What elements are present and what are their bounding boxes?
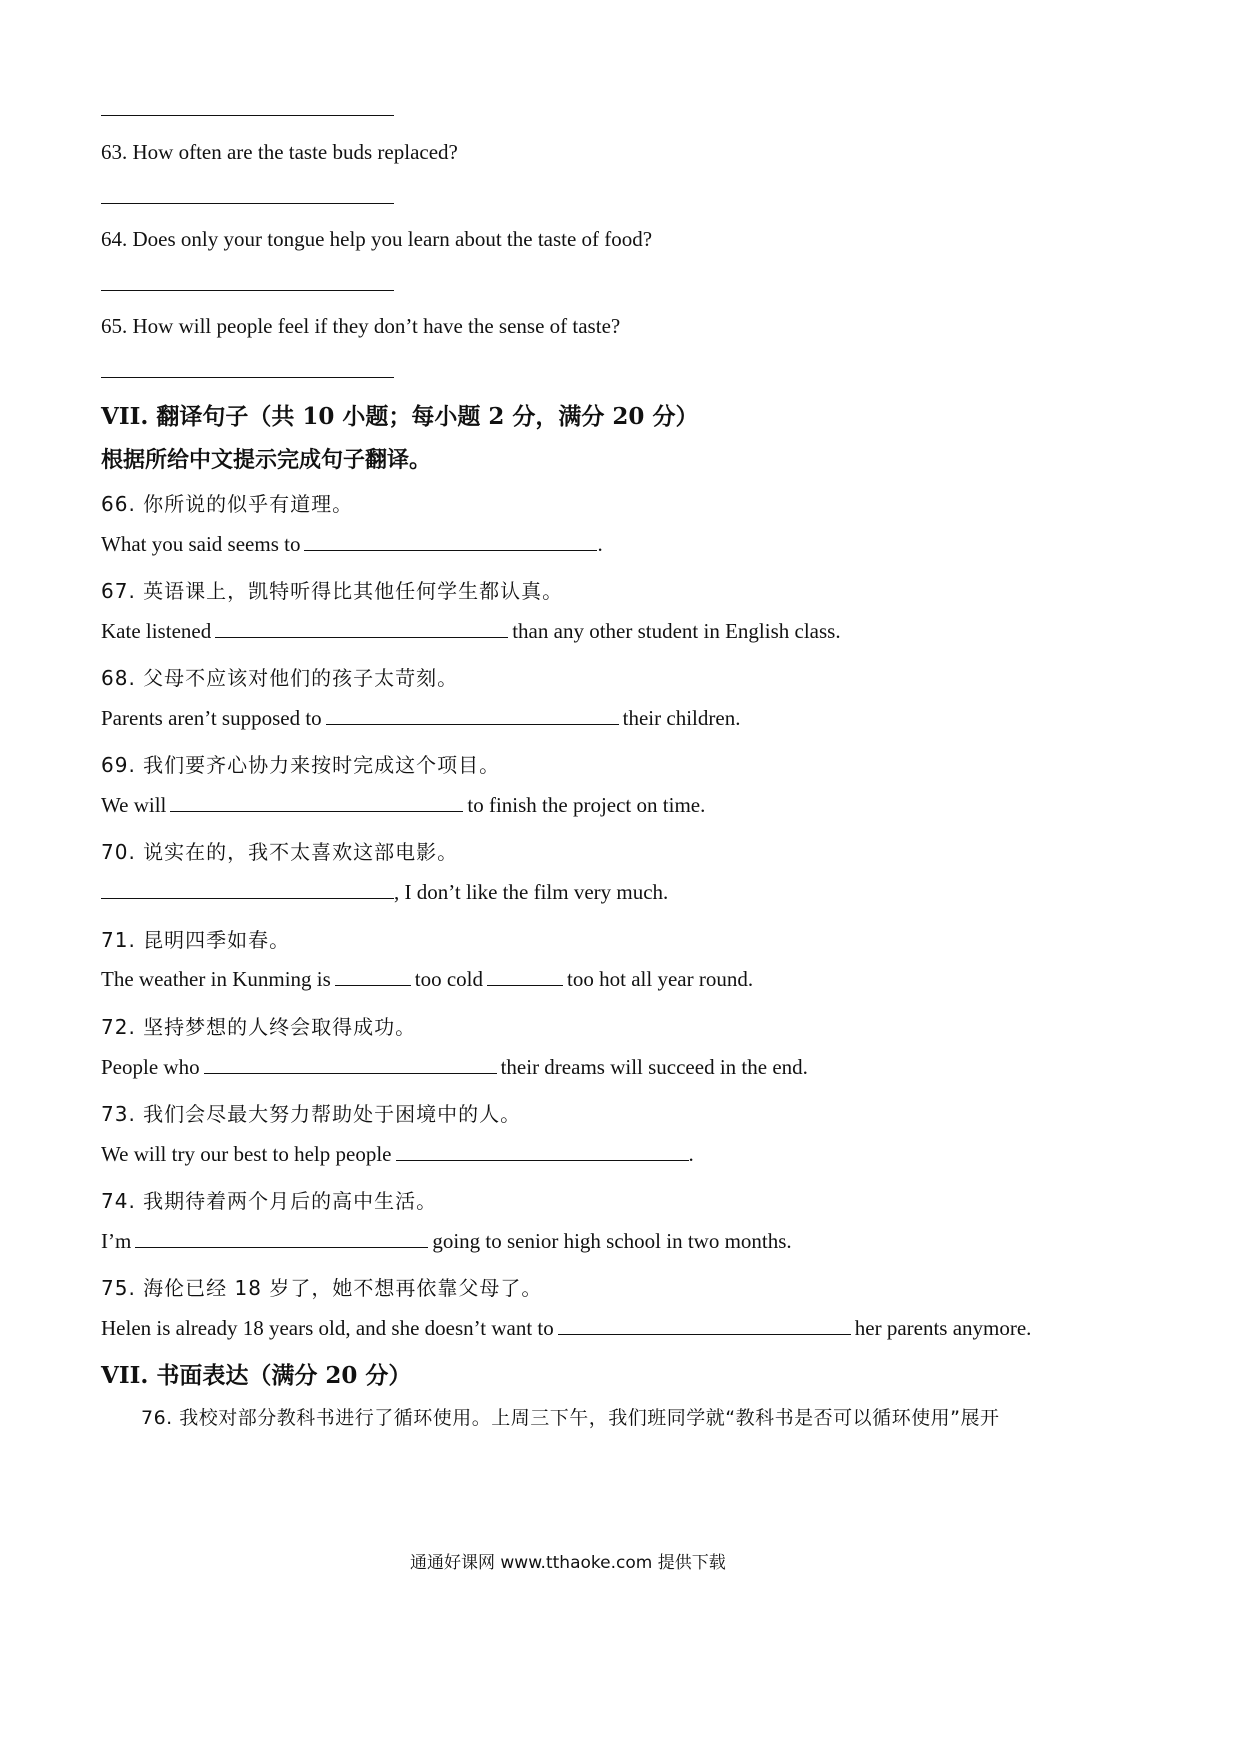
translation-67-blank[interactable]	[215, 619, 508, 638]
translation-68-sentence: Parents aren’t supposed to their children.	[101, 706, 741, 730]
translation-73-sentence: We will try our best to help people .	[101, 1142, 694, 1166]
translation-70-prompt: 70. 说实在的，我不太喜欢这部电影。	[101, 840, 459, 864]
translation-72-sentence: People who their dreams will succeed in the end.	[101, 1055, 808, 1079]
translation-67-prompt: 67. 英语课上，凯特听得比其他任何学生都认真。	[101, 579, 564, 603]
section-7-title: VII. 翻译句子（共 10 小题；每小题 2 分，满分 20 分）	[101, 403, 699, 430]
translation-70-sentence: , I don’t like the film very much.	[101, 880, 668, 905]
translation-69-prompt: 69. 我们要齐心协力来按时完成这个项目。	[101, 753, 501, 777]
translation-71-sentence: The weather in Kunming is too cold too hot all year round.	[101, 967, 754, 991]
translation-67-sentence: Kate listened than any other student in English class.	[101, 619, 841, 643]
translation-74-blank[interactable]	[135, 1229, 428, 1248]
translation-71-blank-1[interactable]	[335, 967, 411, 986]
translation-74-sentence: I’m going to senior high school in two months.	[101, 1229, 792, 1253]
footer-credit: 通通好课网 www.tthaoke.com 提供下载	[410, 1553, 726, 1573]
section-8-title: VII. 书面表达（满分 20 分）	[101, 1362, 412, 1389]
answer-line-62[interactable]	[101, 115, 394, 116]
translation-66-sentence: What you said seems to .	[101, 532, 603, 556]
translation-69-sentence: We will to finish the project on time.	[101, 793, 706, 817]
translation-68-prompt: 68. 父母不应该对他们的孩子太苛刻。	[101, 666, 459, 690]
translation-72-prompt: 72. 坚持梦想的人终会取得成功。	[101, 1015, 417, 1039]
translation-75-blank[interactable]	[558, 1316, 851, 1335]
translation-68-blank[interactable]	[326, 706, 619, 725]
translation-66-blank[interactable]	[304, 532, 597, 551]
answer-line-63[interactable]	[101, 203, 394, 204]
question-64: 64. Does only your tongue help you learn about the taste of food?	[101, 227, 653, 251]
question-63: 63. How often are the taste buds replaced?	[101, 140, 458, 164]
answer-line-64[interactable]	[101, 290, 394, 291]
translation-74-prompt: 74. 我期待着两个月后的高中生活。	[101, 1189, 438, 1213]
translation-75-prompt: 75. 海伦已经 18 岁了，她不想再依靠父母了。	[101, 1276, 543, 1300]
translation-70-blank[interactable]	[101, 880, 394, 899]
translation-75-sentence: Helen is already 18 years old, and she doesn’t want to her parents anymore.	[101, 1316, 1032, 1340]
question-76-text: 76. 我校对部分教科书进行了循环使用。上周三下午，我们班同学就“教科书是否可以循环使用”展开	[141, 1407, 1000, 1429]
translation-69-blank[interactable]	[170, 793, 463, 812]
translation-71-prompt: 71. 昆明四季如春。	[101, 928, 291, 952]
translation-71-blank-2[interactable]	[487, 967, 563, 986]
translation-73-blank[interactable]	[396, 1142, 689, 1161]
translation-72-blank[interactable]	[204, 1055, 497, 1074]
translation-73-prompt: 73. 我们会尽最大努力帮助处于困境中的人。	[101, 1102, 522, 1126]
translation-66-prompt: 66. 你所说的似乎有道理。	[101, 492, 354, 516]
question-65: 65. How will people feel if they don’t have the sense of taste?	[101, 314, 621, 338]
section-7-instruction: 根据所给中文提示完成句子翻译。	[101, 447, 432, 473]
answer-line-65[interactable]	[101, 377, 394, 378]
